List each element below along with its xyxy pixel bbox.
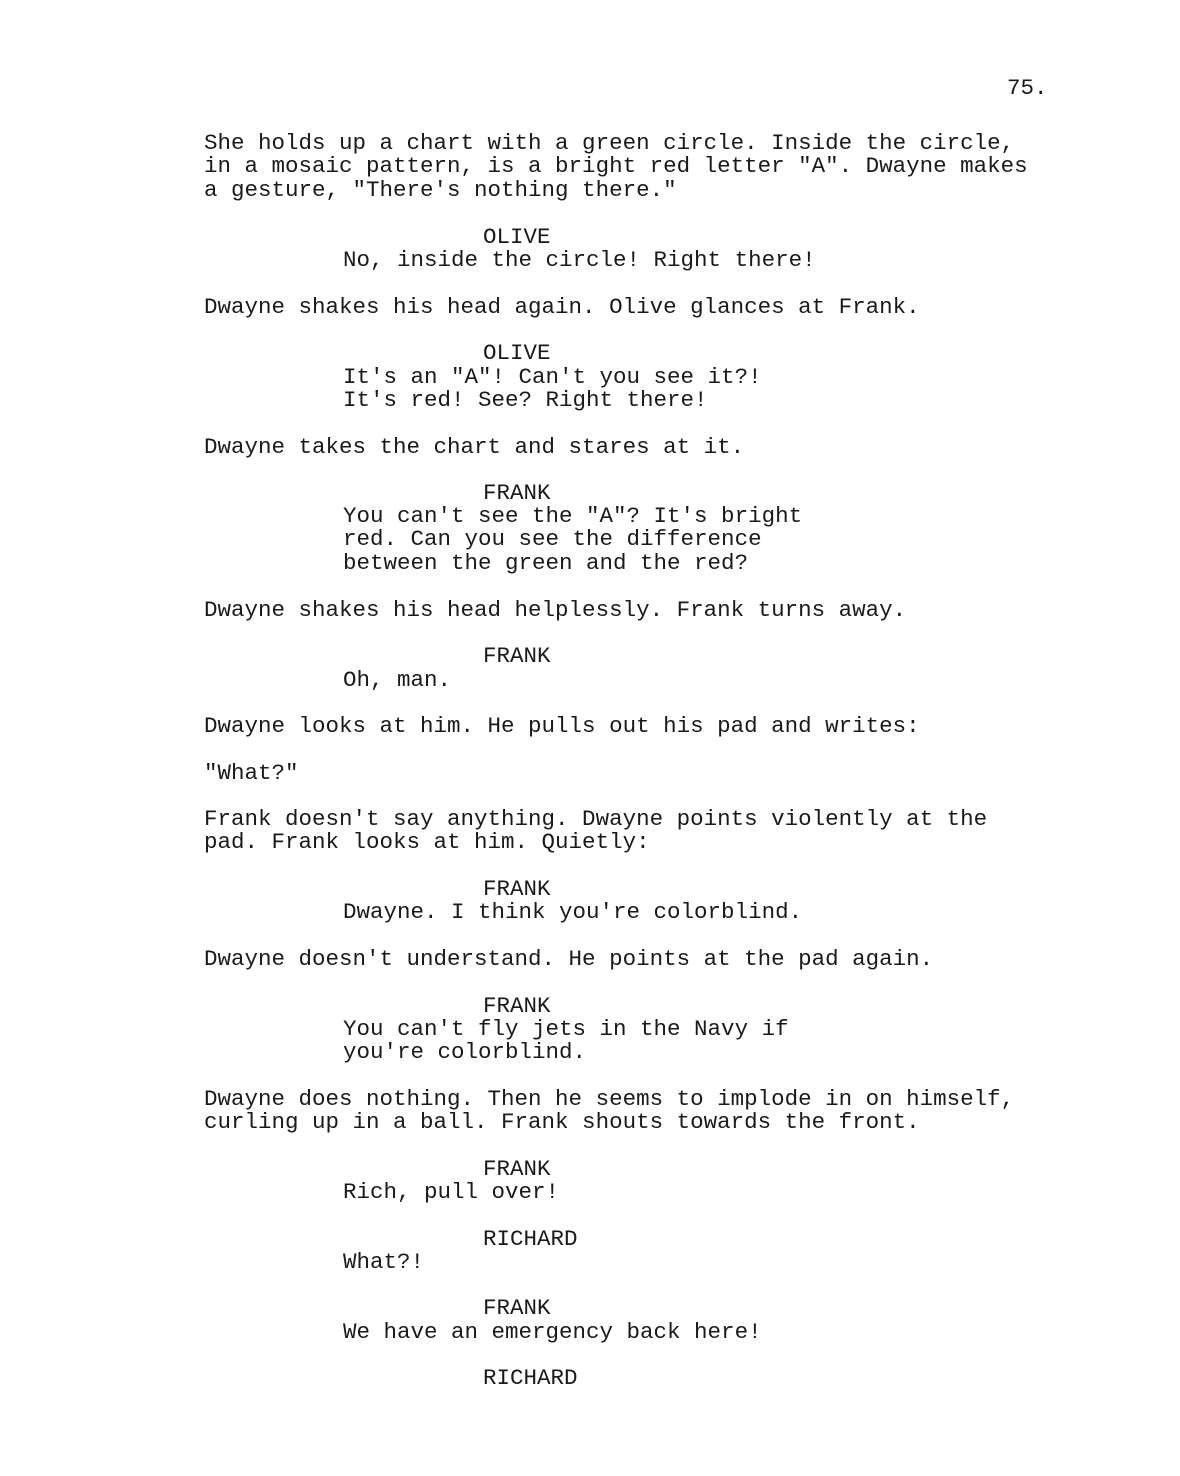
dialogue-line: Dwayne. I think you're colorblind.	[343, 899, 803, 925]
action-line: Dwayne shakes his head again. Olive glances at Frank.	[204, 294, 920, 320]
dialogue-line: Rich, pull over!	[343, 1179, 560, 1205]
dialogue-line: You can't fly jets in the Navy if you're colorblind.	[343, 1016, 789, 1066]
character-name: RICHARD	[483, 1226, 578, 1252]
character-name: FRANK	[483, 1295, 551, 1321]
action-line: Dwayne shakes his head helplessly. Frank turns away.	[204, 597, 907, 623]
action-line: Frank doesn't say anything. Dwayne points violently at the pad. Frank looks at him. Quietly:	[204, 806, 988, 856]
action-line: Dwayne does nothing. Then he seems to implode in on himself, curling up in a ball. Frank shouts towards the front.	[204, 1086, 1015, 1136]
action-line: Dwayne looks at him. He pulls out his pad and writes:	[204, 713, 920, 739]
character-name: FRANK	[483, 643, 551, 669]
character-name: FRANK	[483, 480, 551, 506]
character-name: FRANK	[483, 993, 551, 1019]
action-line: Dwayne doesn't understand. He points at the pad again.	[204, 946, 934, 972]
dialogue-line: We have an emergency back here!	[343, 1319, 762, 1345]
character-name: FRANK	[483, 876, 551, 902]
character-name: RICHARD	[483, 1365, 578, 1391]
dialogue-line: Oh, man.	[343, 667, 452, 693]
character-name: OLIVE	[483, 340, 551, 366]
character-name: FRANK	[483, 1156, 551, 1182]
page-number: 75.	[1007, 75, 1048, 101]
action-line: Dwayne takes the chart and stares at it.	[204, 434, 745, 460]
dialogue-line: It's an "A"! Can't you see it?! It's red! See? Right there!	[343, 364, 762, 414]
dialogue-line: No, inside the circle! Right there!	[343, 247, 816, 273]
dialogue-line: What?!	[343, 1249, 425, 1275]
dialogue-line: You can't see the "A"? It's bright red. Can you see the difference between the green and the red?	[343, 503, 803, 576]
action-line: She holds up a chart with a green circle. Inside the circle, in a mosaic pattern, is a bright red letter "A". Dwayne makes a gesture, "There's nothing there."	[204, 130, 1028, 203]
action-line: "What?"	[204, 760, 299, 786]
character-name: OLIVE	[483, 224, 551, 250]
